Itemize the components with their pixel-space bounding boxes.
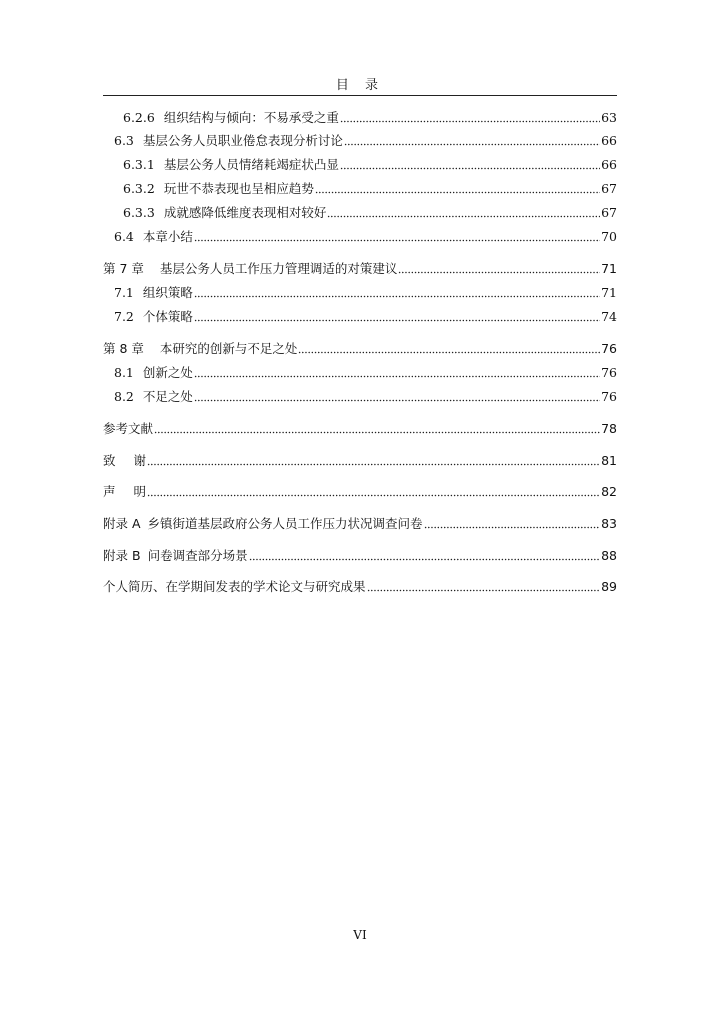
dot-leader [194,239,600,242]
chapter-title: 基层公务人员工作压力管理调适的对策建议 [159,261,398,276]
appendix-label: 附录 B [103,548,141,563]
chapter-title: 个人简历、在学期间发表的学术论文与研究成果 [103,579,366,594]
entry-page: 82 [601,484,617,499]
entry-number: 8.1 [114,365,134,380]
toc-entry [114,131,617,151]
dot-leader [154,431,600,434]
chapter-title: 乡镇街道基层政府公务人员工作压力状况调查问卷 [147,516,423,531]
entry-number: 8.2 [114,389,134,404]
toc-entry [114,363,617,383]
dot-leader [367,589,601,592]
dot-leader [194,399,600,402]
entry-title: 本章小结 [142,229,193,244]
chapter-title: 声 明 [103,484,146,499]
entry-page: 78 [601,421,617,436]
chapter-title: 问卷调查部分场景 [147,548,248,563]
toc-entry [123,155,617,175]
entry-title: 基层公务人员职业倦怠表现分析讨论 [142,133,343,148]
toc-chapter-entry [103,259,617,279]
toc-entry [114,387,617,407]
chapter-number: 第 7 章 [103,261,144,276]
entry-number: 7.1 [114,285,134,300]
entry-page: 76 [601,389,617,404]
dot-leader [340,167,600,170]
entry-page: 71 [601,261,617,276]
toc-chapter-entry [103,339,617,359]
entry-page: 74 [601,309,617,324]
chapter-title: 参考文献 [103,421,154,436]
entry-page: 70 [601,229,617,244]
dot-leader [249,558,601,561]
entry-number: 6.4 [114,229,134,244]
entry-page: 67 [601,181,617,196]
entry-title: 个体策略 [142,309,193,324]
entry-number: 7.2 [114,309,134,324]
title-rule [103,95,617,96]
dot-leader [424,526,601,529]
dot-leader [327,215,600,218]
entry-page: 83 [601,516,617,531]
appendix-label: 附录 A [103,516,141,531]
entry-page: 71 [601,285,617,300]
entry-page: 76 [601,341,617,356]
toc-entry [114,227,617,247]
dot-leader [147,463,600,466]
page-number-footer: VI [353,928,367,942]
toc-entry [123,179,617,199]
chapter-number: 第 8 章 [103,341,144,356]
entry-title: 创新之处 [142,365,193,380]
dot-leader [298,351,600,354]
entry-title: 基层公务人员情绪耗竭症状凸显 [163,157,339,172]
entry-page: 76 [601,365,617,380]
entry-number: 6.3.2 [123,181,155,196]
entry-number: 6.3.1 [123,157,155,172]
dot-leader [194,319,600,322]
dot-leader [194,295,600,298]
toc-chapter-entry [103,546,617,566]
entry-page: 66 [601,133,617,148]
entry-title: 成就感降低维度表现相对较好 [163,205,327,220]
entry-page: 66 [601,157,617,172]
dot-leader [147,494,600,497]
chapter-title: 本研究的创新与不足之处 [159,341,298,356]
entry-page: 81 [601,453,617,468]
entry-title: 玩世不恭表现也呈相应趋势 [163,181,314,196]
toc-entry [114,307,617,327]
toc-chapter-entry [103,482,617,502]
toc-entry [114,283,617,303]
dot-leader [315,191,600,194]
toc-chapter-entry [103,514,617,534]
entry-title: 组织策略 [142,285,193,300]
page-title: 目 录 [335,78,385,93]
dot-leader [194,375,600,378]
entry-number: 6.3.3 [123,205,155,220]
entry-page: 89 [601,579,617,594]
entry-title: 不足之处 [142,389,193,404]
entry-title: 组织结构与倾向：不易承受之重 [163,110,339,125]
toc-entry [123,108,617,128]
entry-page: 63 [601,110,617,125]
toc-entry [123,203,617,223]
toc-chapter-entry [103,419,617,439]
dot-leader [398,271,600,274]
dot-leader [340,120,600,123]
toc-chapter-entry [103,577,617,597]
chapter-title: 致 谢 [103,453,146,468]
entry-number: 6.3 [114,133,134,148]
entry-page: 67 [601,205,617,220]
entry-number: 6.2.6 [123,110,155,125]
toc-chapter-entry [103,451,617,471]
dot-leader [344,143,600,146]
entry-page: 88 [601,548,617,563]
